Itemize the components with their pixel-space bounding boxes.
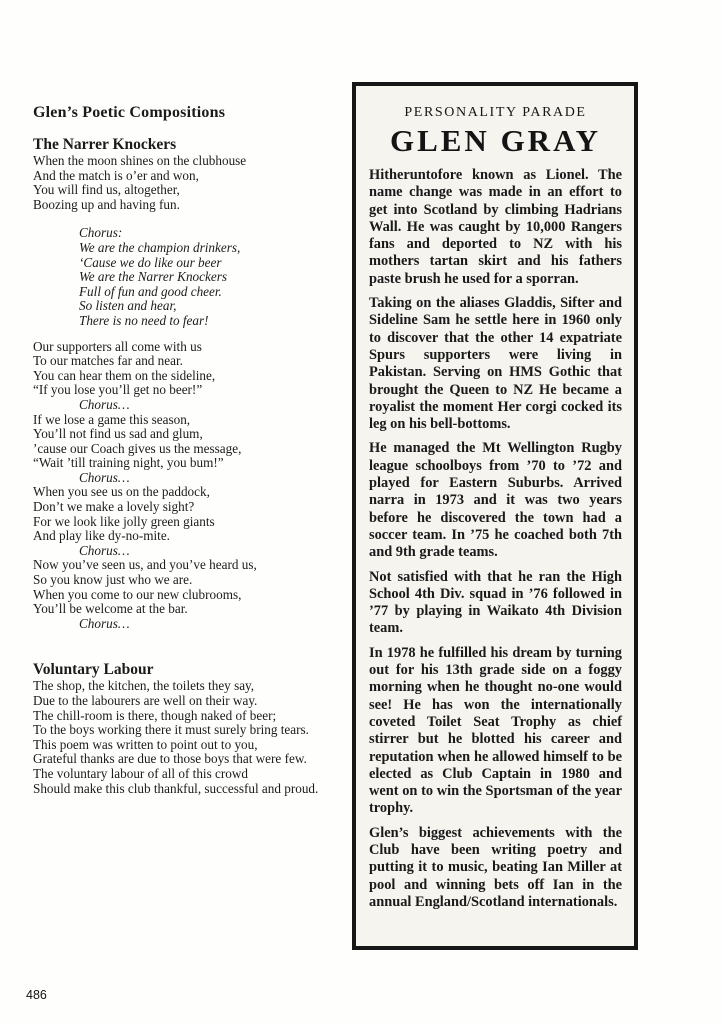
chorus-block [79, 226, 351, 328]
poem-line: You’ll not find us sad and glum, [33, 426, 203, 442]
chorus-ref-line: Chorus… [79, 396, 130, 412]
poem-line: To the boys working there it must surely bring tears. [33, 722, 309, 738]
poems-column [33, 104, 351, 796]
poem-line: There is no need to fear! [79, 312, 209, 328]
poem-line: “If you lose you’ll get no beer!” [33, 382, 203, 398]
article-paragraph: Hitheruntofore known as Lionel. The name change was made in an effort to get into Scotland by climbing Hadrians Wall. He was caught by 10,000 Rangers fans and deported to NZ with his mothers tartan skirt and his fathers paste brush he used for a sporran. [369, 167, 622, 287]
poem-line: Now you’ve seen us, and you’ve heard us, [33, 557, 257, 573]
verse-block [33, 679, 351, 796]
chorus-ref-line: Chorus… [79, 542, 130, 558]
article-paragraph: Taking on the aliases Gladdis, Sifter and Sideline Sam he settle here in 1960 only to discover that the other 14 expatriate Spurs supporters were living in Pakistan. Serving on HMS Gothic that brought the Queen to NZ He became a royalist the moment Her corgi cocked its leg on his bell-bottoms. [369, 295, 622, 433]
chorus-ref-line: Chorus… [79, 469, 130, 485]
poem-line: So you know just who we are. [33, 572, 193, 588]
poem-line: The shop, the kitchen, the toilets they say, [33, 678, 255, 694]
poems-list [33, 136, 351, 796]
poem-line: And the match is o’er and won, [33, 167, 199, 183]
poem-line: If we lose a game this season, [33, 411, 191, 427]
poem-line: When you come to our new clubrooms, [33, 586, 242, 602]
poem-section [33, 136, 351, 631]
poem-line: To our matches far and near. [33, 353, 183, 369]
poem-line: The voluntary labour of all of this crowd [33, 765, 248, 781]
poem-line: Grateful thanks are due to those boys that were few. [33, 751, 307, 767]
chorus-ref-line: Chorus… [79, 615, 130, 631]
poem-line: And play like dy-no-mite. [33, 528, 170, 544]
page-number: 486 [26, 988, 47, 1002]
poem-line: Don’t we make a lovely sight? [33, 499, 195, 515]
article-paragraph: Not satisfied with that he ran the High School 4th Div. squad in ’76 followed in ’77 by playing in Waikato 4th Division team. [369, 568, 622, 637]
poem-line: Due to the labourers are well on their way. [33, 693, 258, 708]
article-kicker: PERSONALITY PARADE [404, 105, 587, 120]
poem-heading: Voluntary Labour [33, 661, 154, 679]
poem-line: Chorus: [79, 225, 123, 241]
verse-block [33, 340, 351, 632]
article-title: GLEN GRAY [389, 123, 602, 158]
poem-line: Full of fun and good cheer. [79, 283, 222, 299]
verse-block [33, 154, 351, 212]
article-paragraph: In 1978 he fulfilled his dream by turning out for his 13th grade side on a foggy morning when he thought no-one would see! He has won the internationally coveted Toilet Seat Trophy as chief stirrer but he blotted his career and reputation when he allowed himself to be elected as Club Captain in 1980 and went on to win the Sportsman of the year trophy. [369, 644, 622, 817]
poem-line: So listen and hear, [79, 298, 177, 314]
poem-line: Should make this club thankful, successful and proud. [33, 780, 319, 796]
poem-line: When the moon shines on the clubhouse [33, 153, 247, 168]
poem-line: For we look like jolly green giants [33, 513, 215, 529]
article-paragraph: Glen’s biggest achievements with the Club have been writing poetry and putting it to music, beating Ian Miller at pool and winning bets off Ian in the annual England/Scotland internationals. [369, 824, 622, 910]
poem-line: ’cause our Coach gives us the message, [33, 440, 242, 456]
poem-heading: The Narrer Knockers [33, 136, 177, 153]
poem-line: ‘Cause we do like our beer [79, 254, 222, 270]
poem-line: You’ll be welcome at the bar. [33, 601, 188, 617]
poem-line: You can hear them on the sideline, [33, 367, 216, 383]
page-title: Glen’s Poetic Compositions [33, 104, 226, 121]
article-body [369, 167, 622, 911]
poem-line: The chill-room is there, though naked of beer; [33, 707, 277, 723]
poem-line: “Wait ’till training night, you bum!” [33, 455, 224, 471]
poem-line: We are the Narrer Knockers [79, 269, 227, 285]
poem-line: When you see us on the paddock, [33, 484, 210, 500]
poem-line: We are the champion drinkers, [79, 239, 241, 255]
personality-parade-box [352, 82, 638, 950]
article-paragraph: He managed the Mt Wellington Rugby league schoolboys from ’70 to ’72 and played for Eastern Suburbs. Arrived narra in 1973 and it was two years before he discovered the town had a soccer team. In ’75 he coached both 7th and 9th grade teams. [369, 440, 622, 561]
poem-line: This poem was written to point out to you, [33, 736, 258, 752]
poem-line: Our supporters all come with us [33, 338, 202, 354]
poem-section [33, 661, 351, 796]
poem-line: Boozing up and having fun. [33, 196, 180, 212]
poem-line: You will find us, altogether, [33, 182, 180, 198]
